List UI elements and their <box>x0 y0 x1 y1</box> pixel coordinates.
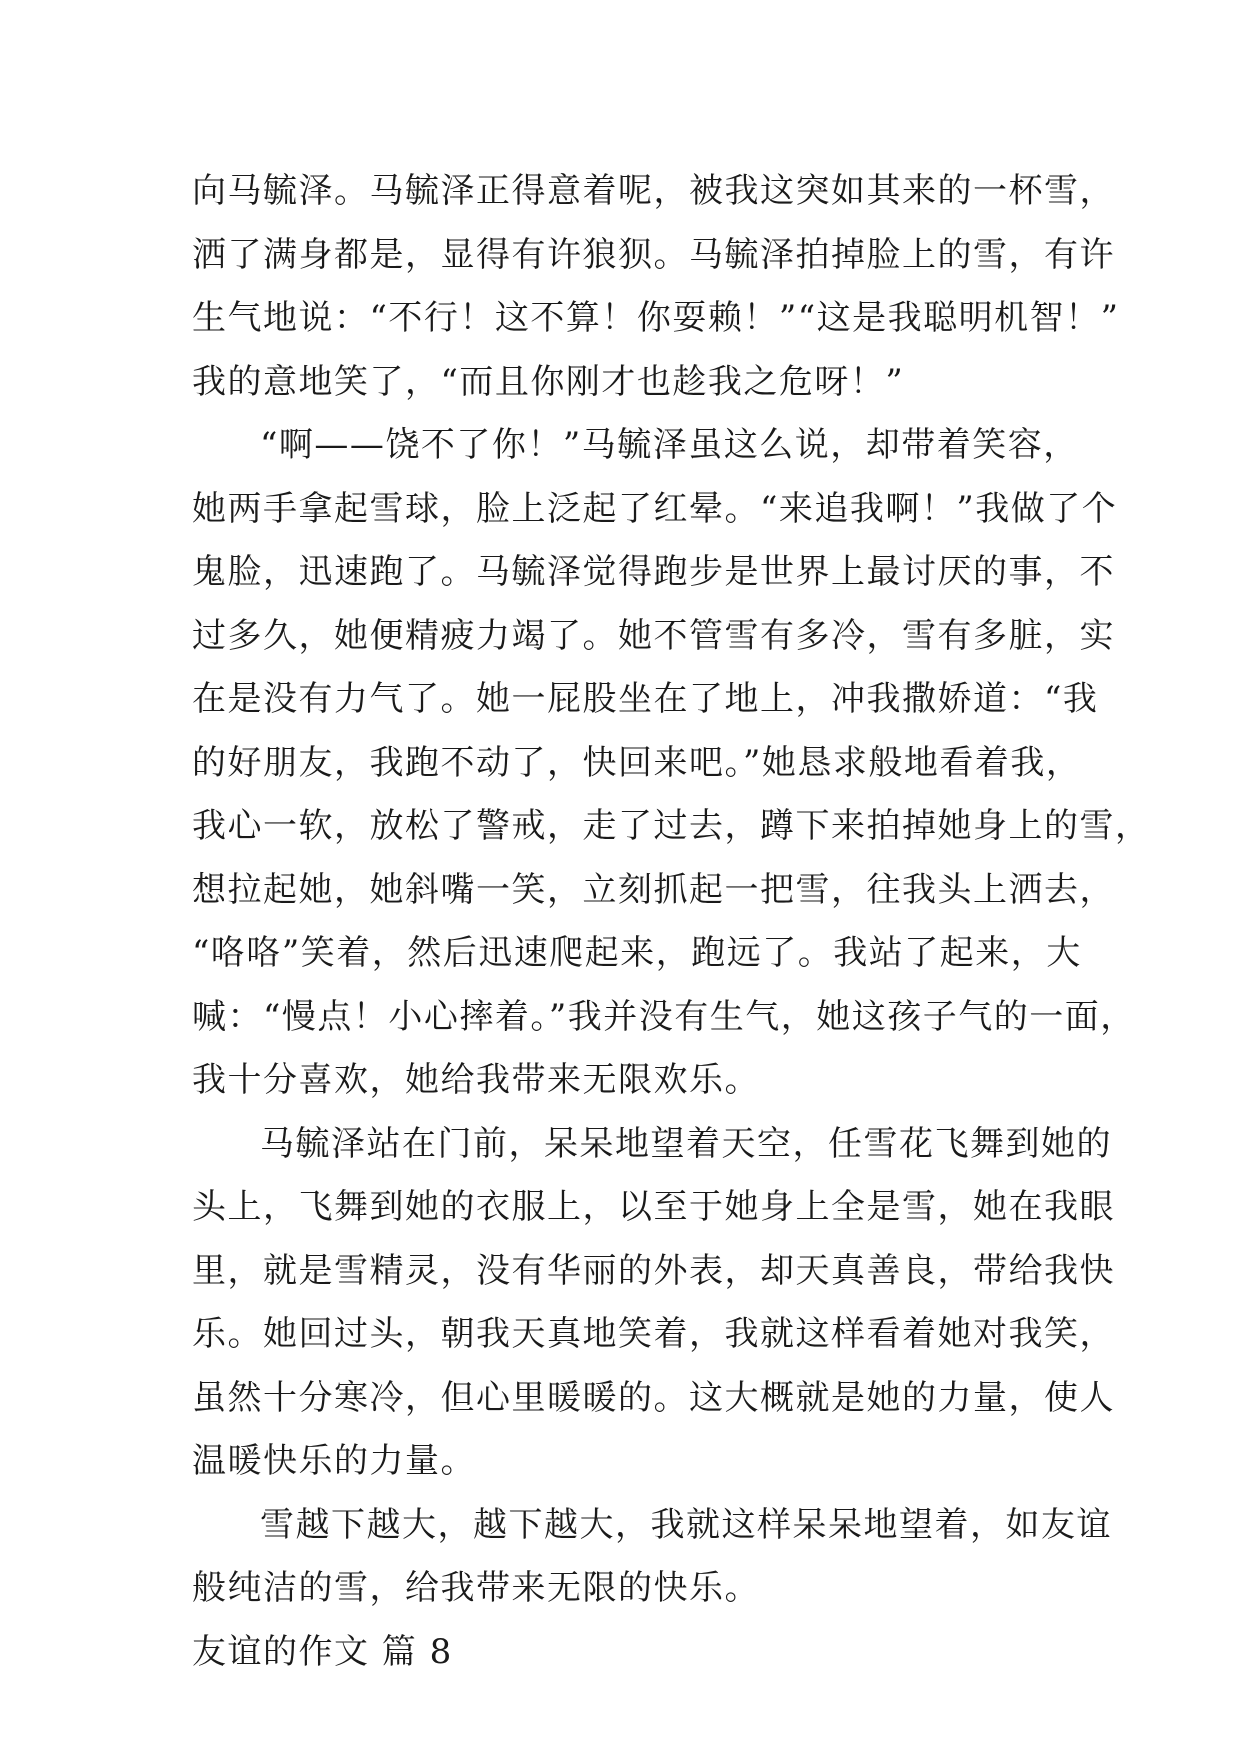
text-line: 向马毓泽。马毓泽正得意着呢，被我这突如其来的一杯雪， <box>192 171 1115 211</box>
text-line: “咯咯”笑着，然后迅速爬起来，跑远了。我站了起来，大 <box>192 933 1082 973</box>
text-line: 我心一软，放松了警戒，走了过去，蹲下来拍掉她身上的雪， <box>192 806 1151 846</box>
text-line: 马毓泽站在门前，呆呆地望着天空，任雪花飞舞到她的 <box>260 1123 1112 1164</box>
text-line: 她两手拿起雪球，脸上泛起了红晕。“来追我啊！”我做了个 <box>192 488 1118 529</box>
text-line: “啊——饶不了你！”马毓泽虽这么说，却带着笑容， <box>260 425 1079 465</box>
text-line: 乐。她回过头，朝我天真地笑着，我就这样看着她对我笑， <box>192 1314 1115 1354</box>
text-line: 雪越下越大，越下越大，我就这样呆呆地望着，如友谊 <box>260 1504 1112 1545</box>
text-line: 温暖快乐的力量。 <box>192 1441 476 1481</box>
section-heading: 友谊的作文 篇 8 <box>192 1631 453 1672</box>
essay-body <box>192 160 1151 1684</box>
text-line: 过多久，她便精疲力竭了。她不管雪有多冷，雪有多脏，实 <box>192 615 1115 656</box>
text-line: 我十分喜欢，她给我带来无限欢乐。 <box>192 1060 760 1100</box>
text-line: 般纯洁的雪，给我带来无限的快乐。 <box>192 1568 760 1608</box>
text-line: 鬼脸，迅速跑了。马毓泽觉得跑步是世界上最讨厌的事，不 <box>192 552 1115 592</box>
text-line: 虽然十分寒冷，但心里暖暖的。这大概就是她的力量，使人 <box>192 1377 1115 1418</box>
text-line: 想拉起她，她斜嘴一笑，立刻抓起一把雪，往我头上洒去， <box>192 869 1115 910</box>
text-line: 洒了满身都是，显得有许狼狈。马毓泽拍掉脸上的雪，有许 <box>192 234 1115 275</box>
text-line: 里，就是雪精灵，没有华丽的外表，却天真善良，带给我快 <box>192 1250 1115 1291</box>
text-line: 的好朋友，我跑不动了，快回来吧。”她恳求般地看着我， <box>192 742 1082 783</box>
text-line: 喊：“慢点！小心摔着。”我并没有生气，她这孩子气的一面， <box>192 996 1136 1037</box>
text-line: 生气地说：“不行！这不算！你耍赖！”“这是我聪明机智！” <box>192 298 1120 338</box>
text-line: 头上，飞舞到她的衣服上，以至于她身上全是雪，她在我眼 <box>192 1187 1115 1227</box>
text-line: 在是没有力气了。她一屁股坐在了地上，冲我撒娇道：“我 <box>192 679 1099 719</box>
text-line: 我的意地笑了，“而且你刚才也趁我之危呀！” <box>192 361 905 402</box>
